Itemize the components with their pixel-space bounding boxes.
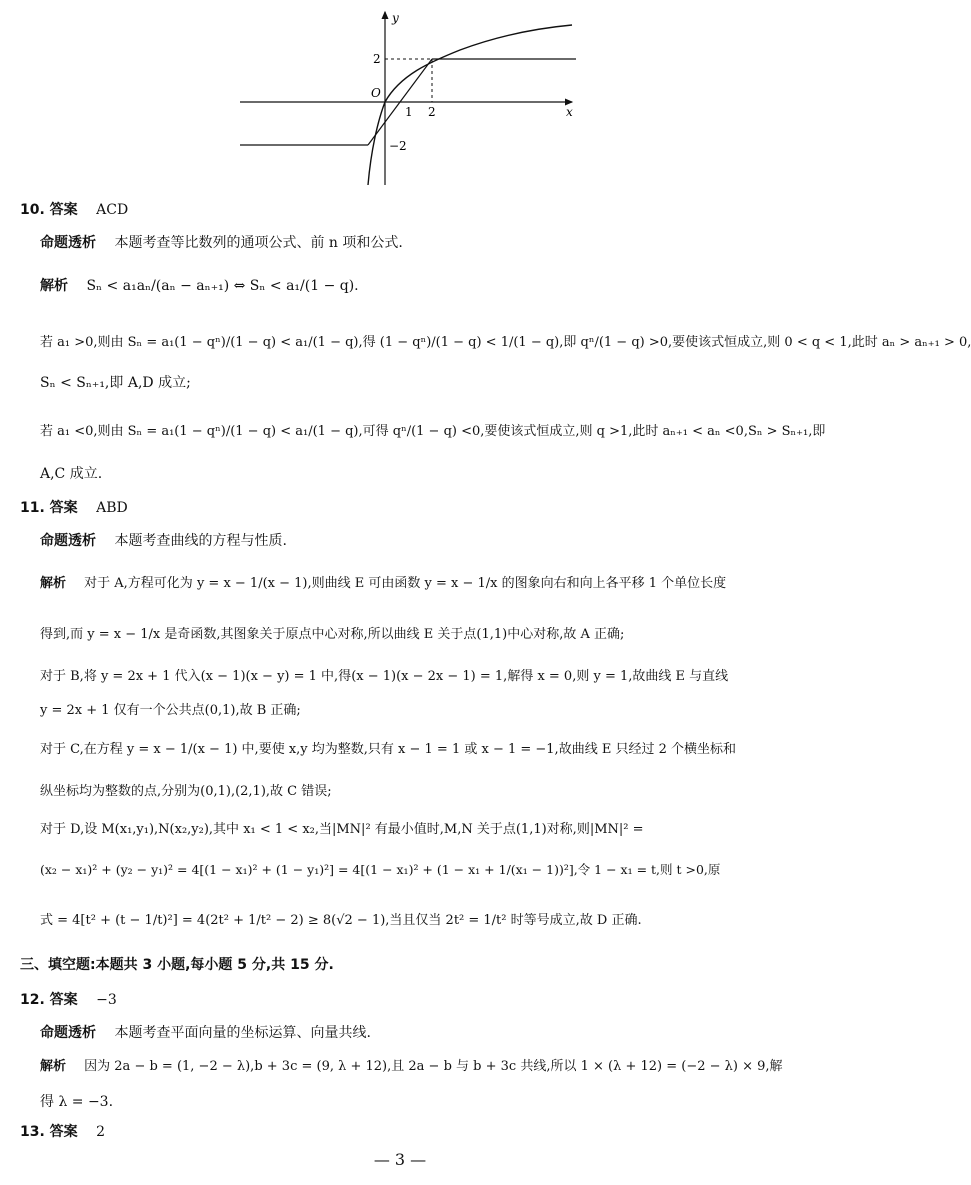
q11-answer-label: 11. 答案: [20, 500, 78, 516]
q12-analysis: 本题考查平面向量的坐标运算、向量共线.: [114, 1025, 371, 1041]
tick-1: 1: [405, 105, 413, 119]
q12-line2: 得 λ = −3.: [40, 1094, 114, 1110]
q11-line7: 对于 D,设 M(x₁,y₁),N(x₂,y₂),其中 x₁ < 1 < x₂,当|MN|² 有最小值时,M,N 关于点(1,1)对称,则|MN|² =: [40, 822, 644, 837]
q10-sol-line4: 若 a₁ <0,则由 Sₙ = a₁(1 − qⁿ)/(1 − q) < a₁/(1 − q),可得 qⁿ/(1 − q) <0,要使该式恒成立,则 q >1,此时 aₙ₊₁ < aₙ <0,Sₙ > Sₙ₊₁,即: [40, 424, 826, 439]
q13-answer-line: [20, 1124, 105, 1141]
q10-answer-label: 10. 答案: [20, 202, 78, 218]
tick-2-y: 2: [373, 52, 381, 66]
q11-line5: 对于 C,在方程 y = x − 1/(x − 1) 中,要使 x,y 均为整数,只有 x − 1 = 1 或 x − 1 = −1,故曲线 E 只经过 2 个横坐标和: [40, 742, 736, 757]
section-3-heading: 三、填空题:本题共 3 小题,每小题 5 分,共 15 分.: [20, 957, 334, 973]
q10-solution-line1: [40, 278, 359, 295]
q11-answer: ABD: [96, 500, 128, 516]
x-label: x: [566, 105, 573, 119]
q11-line8: (x₂ − x₁)² + (y₂ − y₁)² = 4[(1 − x₁)² + (1 − y₁)²] = 4[(1 − x₁)² + (1 − x₁ + 1/(x₁ − 1))²],令 1 − x₁ = t,则 t >0,原: [40, 862, 721, 877]
q12-line1: [40, 1059, 783, 1075]
q12-l1: 因为 2a − b = (1, −2 − λ),b + 3c = (9, λ + 12),且 2a − b 与 b + 3c 共线,所以 1 × (λ + 12) = (−2 − λ) × 9,解: [84, 1059, 783, 1074]
origin-label: O: [371, 86, 381, 100]
tick-2-x: 2: [428, 105, 436, 119]
q11-analysis-label: 命题透析: [40, 533, 96, 549]
q12-solution-label: 解析: [40, 1059, 67, 1074]
q10-answer-line: [20, 202, 128, 219]
q12-analysis-line: [40, 1025, 371, 1042]
q11-line1: [40, 576, 726, 592]
q10-sol-line3: Sₙ < Sₙ₊₁,即 A,D 成立;: [40, 375, 191, 391]
q10-answer: ACD: [96, 202, 129, 218]
q11-l1: 对于 A,方程可化为 y = x − 1/(x − 1),则曲线 E 可由函数 y = x − 1/x 的图象向右和向上各平移 1 个单位长度: [84, 576, 727, 591]
q12-answer-label: 12. 答案: [20, 992, 78, 1008]
q10-analysis-label: 命题透析: [40, 235, 96, 251]
q11-line3: 对于 B,将 y = 2x + 1 代入(x − 1)(x − y) = 1 中,得(x − 1)(x − 2x − 1) = 1,解得 x = 0,则 y = 1,故曲线 E 与直线: [40, 669, 729, 684]
q12-analysis-label: 命题透析: [40, 1025, 96, 1041]
curve: [368, 25, 572, 185]
q11-answer-line: [20, 500, 128, 517]
q10-sol-1: Sₙ < a₁aₙ/(aₙ − aₙ₊₁) ⇔ Sₙ < a₁/(1 − q).: [86, 278, 359, 294]
q11-line2: 得到,而 y = x − 1/x 是奇函数,其图象关于原点中心对称,所以曲线 E 关于点(1,1)中心对称,故 A 正确;: [40, 627, 625, 642]
q13-answer: 2: [96, 1124, 106, 1140]
q11-solution-label: 解析: [40, 576, 67, 591]
q11-analysis-line: [40, 533, 287, 550]
q11-analysis: 本题考查曲线的方程与性质.: [114, 533, 287, 549]
q11-line6: 纵坐标均为整数的点,分别为(0,1),(2,1),故 C 错误;: [40, 784, 332, 799]
q11-line9: 式 = 4[t² + (t − 1/t)²] = 4(2t² + 1/t² − 2) ≥ 8(√2 − 1),当且仅当 2t² = 1/t² 时等号成立,故 D 正确.: [40, 913, 642, 928]
q11-line4: y = 2x + 1 仅有一个公共点(0,1),故 B 正确;: [40, 703, 301, 718]
q10-solution-label: 解析: [40, 278, 68, 294]
q10-analysis-line: [40, 235, 403, 252]
q12-answer-line: [20, 992, 117, 1009]
y-label: y: [392, 11, 399, 25]
q10-sol-line5: A,C 成立.: [40, 466, 103, 482]
q13-answer-label: 13. 答案: [20, 1124, 78, 1140]
q10-analysis: 本题考查等比数列的通项公式、前 n 项和公式.: [114, 235, 403, 251]
page-number: — 3 —: [373, 1150, 427, 1169]
q12-answer: −3: [96, 992, 117, 1008]
q10-sol-line2: 若 a₁ >0,则由 Sₙ = a₁(1 − qⁿ)/(1 − q) < a₁/(1 − q),得 (1 − qⁿ)/(1 − q) < 1/(1 − q),即 qⁿ/(1 − q) >0,要使该式恒成立,则 0 < q < 1,此时 aₙ > aₙ₊₁ > 0,: [40, 335, 971, 350]
function-graph: [0, 0, 800, 190]
tick-m2: −2: [389, 139, 407, 153]
